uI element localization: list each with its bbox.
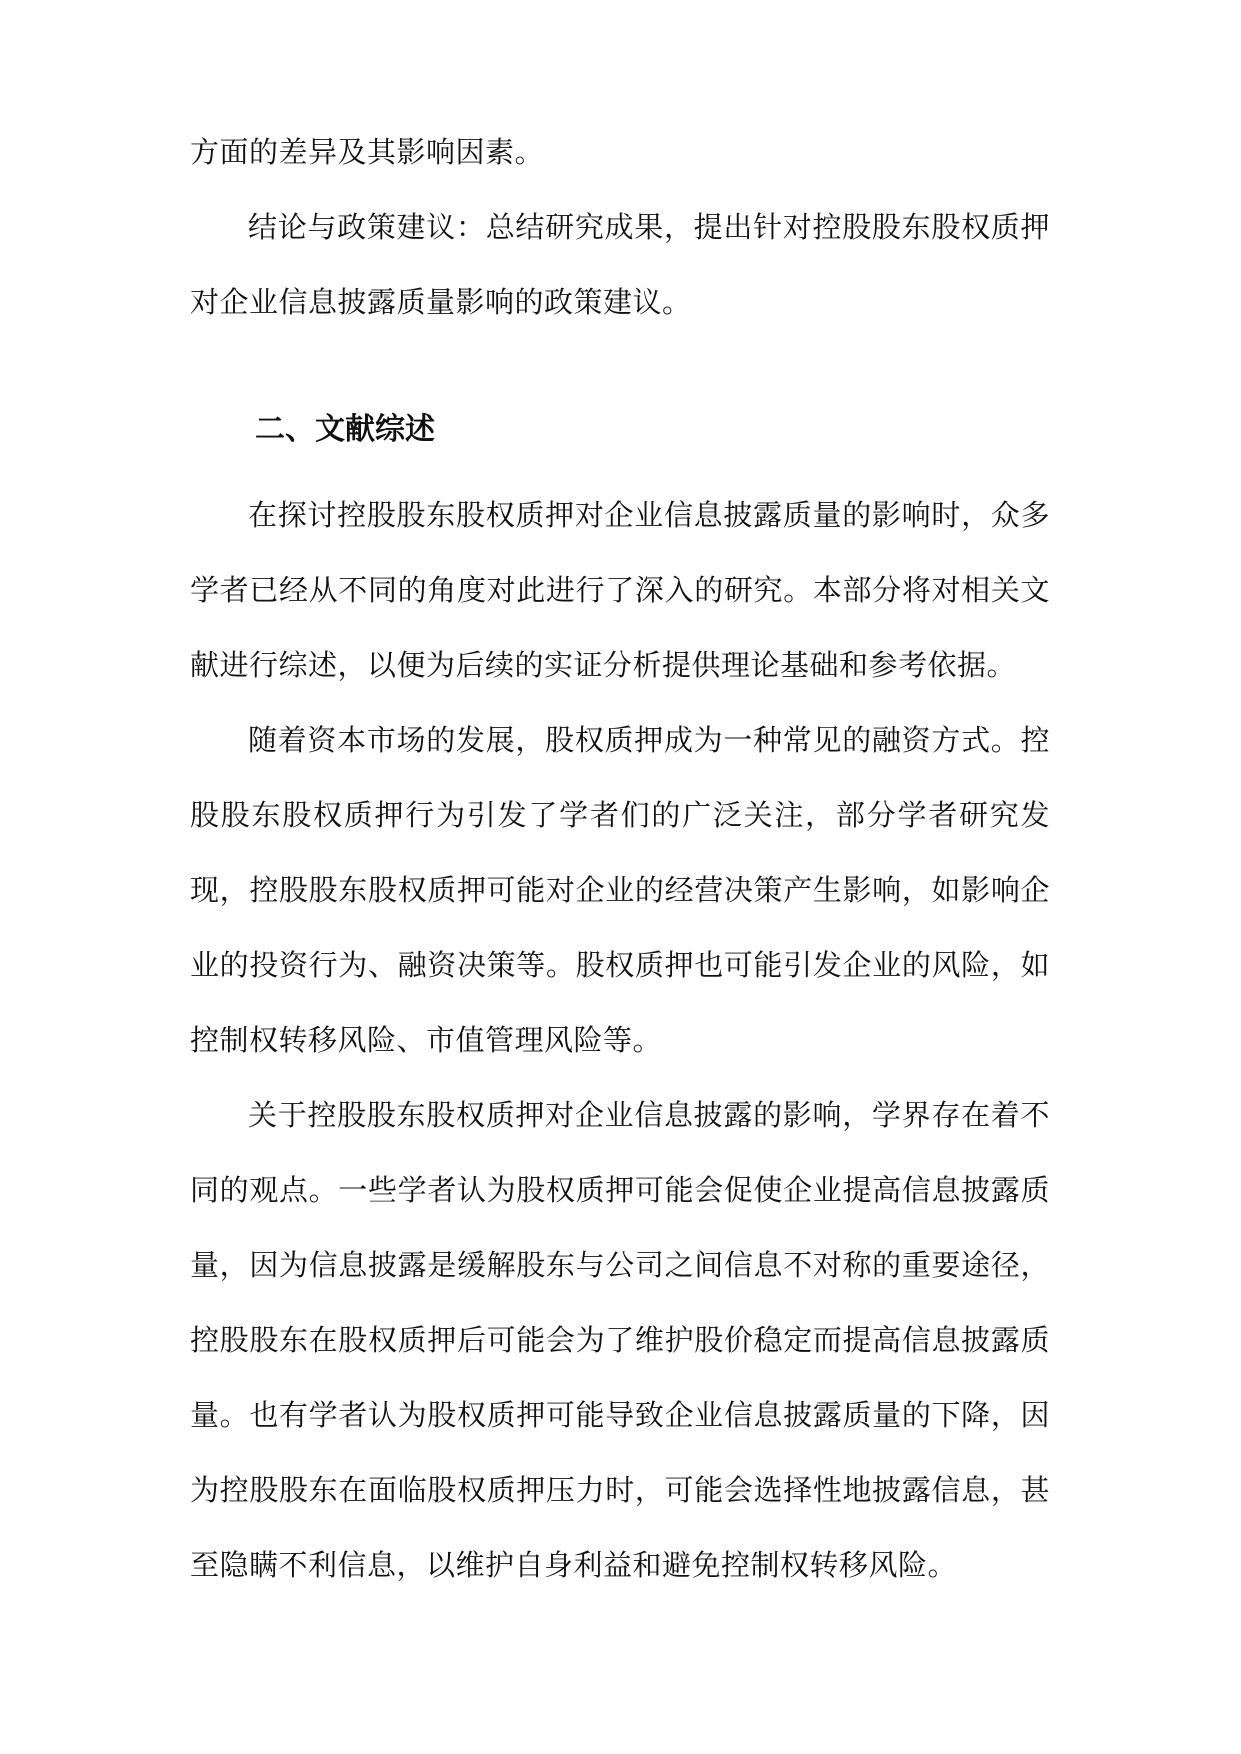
section-heading: 二、文献综述: [255, 412, 435, 447]
paragraph-views: 关于控股股东股权质押对企业信息披露的影响，学界存在着不同的观点。一些学者认为股权质押可能会促使企业提高信息披露质量，因为信息披露是缓解股东与公司之间信息不对称的重要途径，控股股东在股权质押后可能会为了维护股价稳定而提高信息披露质量。也有学者认为股权质押可能导致企业信息披露质量的下降，因为控股股东在面临股权质押压力时，可能会选择性地披露信息，甚至隐瞒不利信息，以维护自身利益和避免控制权转移风险。: [190, 1098, 1050, 1582]
paragraph-intro: 在探讨控股股东股权质押对企业信息披露质量的影响时，众多学者已经从不同的角度对此进行了深入的研究。本部分将对相关文献进行综述，以便为后续的实证分析提供理论基础和参考依据。: [190, 498, 1050, 682]
body-text-block: [190, 478, 1050, 1603]
paragraph-conclusion: 结论与政策建议：总结研究成果，提出针对控股股东股权质押对企业信息披露质量影响的政策建议。: [190, 210, 1050, 319]
paragraph-background: 随着资本市场的发展，股权质押成为一种常见的融资方式。控股股东股权质押行为引发了学者们的广泛关注，部分学者研究发现，控股股东股权质押可能对企业的经营决策产生影响，如影响企业的投资行为、融资决策等。股权质押也可能引发企业的风险，如控制权转移风险、市值管理风险等。: [190, 723, 1050, 1057]
top-text-block: [190, 115, 1050, 340]
paragraph-continuation: 方面的差异及其影响因素。: [190, 135, 545, 169]
